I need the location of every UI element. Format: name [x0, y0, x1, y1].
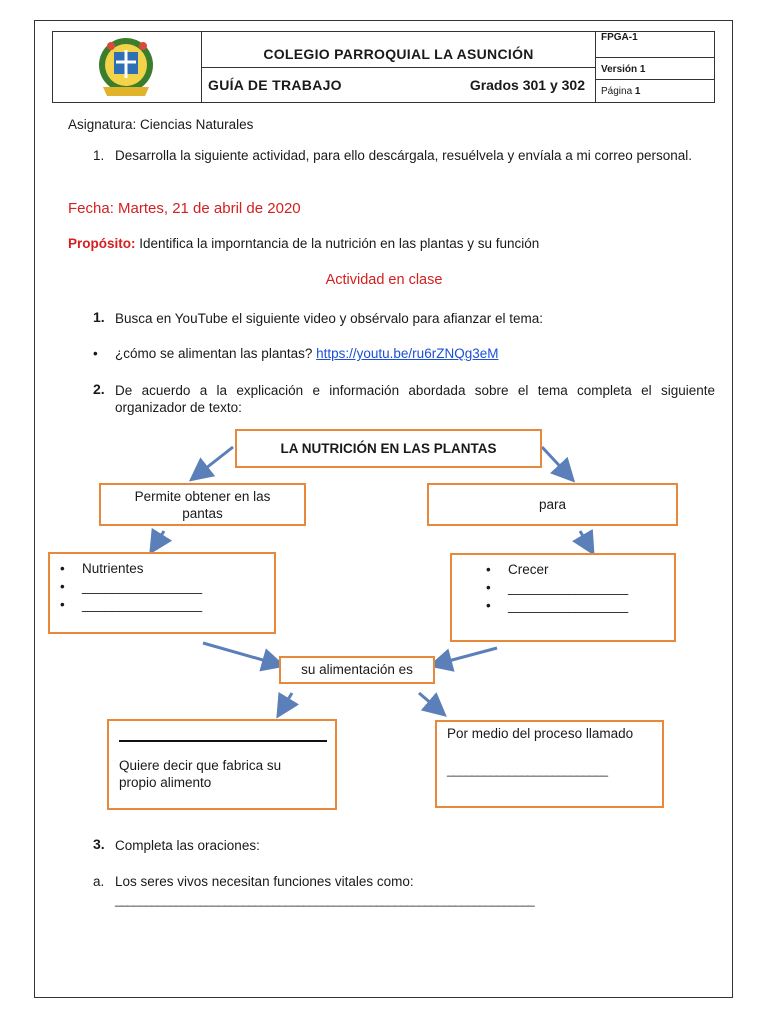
- right-list-item: • Crecer: [486, 562, 549, 577]
- bottom-right-box: [435, 720, 664, 808]
- arrow-title-left: [196, 447, 233, 476]
- page-num: 1: [634, 86, 641, 97]
- activity-title: Actividad en clase: [325, 272, 443, 288]
- bottom-right-text: Por medio del proceso llamado: [447, 726, 634, 741]
- bullet-dot: •: [93, 346, 98, 361]
- arrow-left-down: [154, 531, 164, 547]
- left-purpose-box: Permite obtener en las pantas: [99, 483, 306, 526]
- left-list-item[interactable]: • ________________: [60, 597, 203, 612]
- arrow-title-right: [542, 447, 569, 476]
- arrow-center-right: [419, 693, 440, 711]
- arrow-left-to-center: [203, 643, 277, 664]
- arrow-right-to-center: [437, 648, 497, 664]
- grades: Grados 301 y 302: [469, 77, 585, 93]
- subject: Asignatura: Ciencias Naturales: [68, 117, 254, 132]
- bottom-left-text: Quiere decir que fabrica su propio alimento: [119, 758, 282, 790]
- instruction-num: 1.: [93, 148, 105, 163]
- version: Versión 1: [596, 59, 714, 80]
- bottom-right-blank[interactable]: __________________________: [447, 763, 608, 777]
- step3-num: 3.: [93, 836, 105, 852]
- arrow-center-left: [281, 693, 292, 711]
- left-list-box: [48, 552, 276, 634]
- bottom-left-blank-line[interactable]: [119, 740, 327, 742]
- item-a-label: a.: [93, 874, 105, 889]
- right-list-item[interactable]: • ________________: [486, 598, 629, 613]
- doc-type: GUÍA DE TRABAJO: [208, 77, 342, 93]
- step1-text: Busca en YouTube el siguiente video y obsérvalo para afianzar el tema:: [115, 311, 544, 326]
- form-code: FPGA-1: [596, 32, 714, 58]
- bottom-left-box: [107, 719, 337, 810]
- center-box: su alimentación es: [279, 656, 435, 684]
- step1-num: 1.: [93, 309, 105, 325]
- instruction: Desarrolla la siguiente actividad, para ello descárgala, resuélvela y envíala a mi correo personal.: [115, 148, 693, 163]
- video-text: ¿cómo se alimentan las plantas?: [115, 346, 313, 361]
- date: Fecha: Martes, 21 de abril de 2020: [68, 200, 301, 217]
- item-a-text: Los seres vivos necesitan funciones vitales como:: [115, 874, 414, 889]
- video-link[interactable]: https://youtu.be/ru6rZNQg3eM: [316, 346, 499, 361]
- page-label: Página: [601, 86, 633, 97]
- right-list-box: [450, 553, 676, 642]
- arrow-right-down: [580, 531, 590, 548]
- right-purpose-box: para: [427, 483, 678, 526]
- step3-text: Completa las oraciones:: [115, 838, 260, 853]
- diagram-title-box: LA NUTRICIÓN EN LAS PLANTAS: [235, 429, 542, 468]
- step2-text: De acuerdo a la explicación e información abordada sobre el tema completa el siguiente organizador de texto:: [115, 383, 715, 415]
- step2-num: 2.: [93, 381, 105, 397]
- school-name: COLEGIO PARROQUIAL LA ASUNCIÓN: [202, 32, 596, 68]
- left-list-item: • Nutrientes: [60, 561, 144, 576]
- purpose-text: Identifica la imporntancia de la nutrición en las plantas y su función: [139, 236, 540, 251]
- purpose-label: Propósito:: [68, 236, 136, 251]
- right-list-item[interactable]: • ________________: [486, 580, 629, 595]
- item-a-blank[interactable]: _____________________________________________________________________: [115, 893, 535, 907]
- left-list-item[interactable]: • ________________: [60, 579, 203, 594]
